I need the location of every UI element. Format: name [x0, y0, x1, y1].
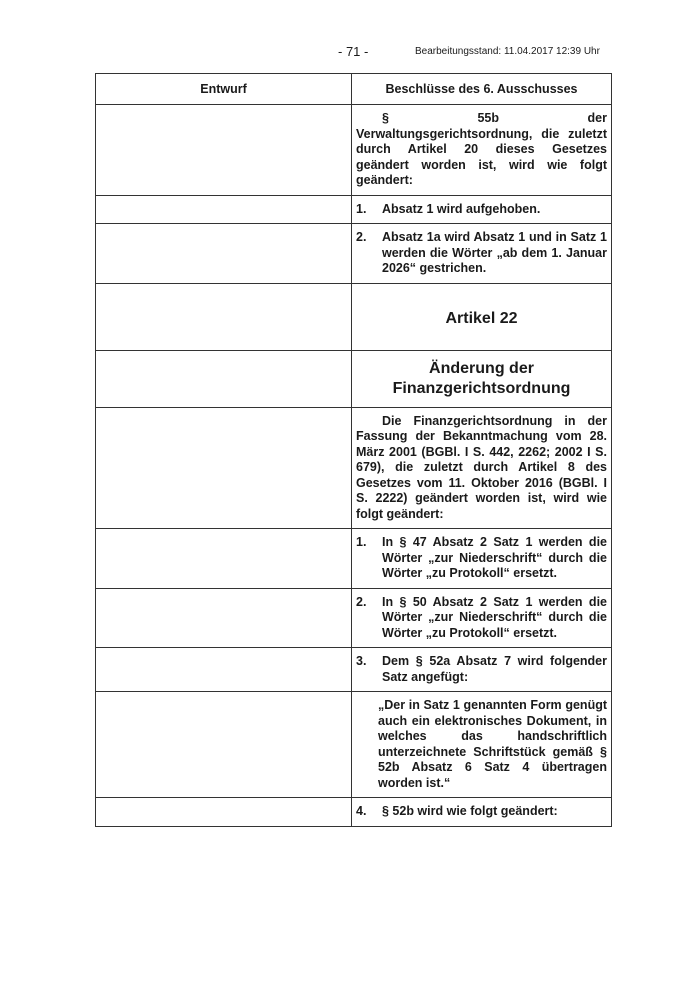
table-row — [96, 692, 612, 798]
list-item — [352, 529, 611, 588]
left-cell — [96, 105, 352, 196]
item-number: 1. — [356, 535, 367, 549]
left-cell — [96, 407, 352, 529]
table-row — [96, 105, 612, 196]
table-row — [96, 224, 612, 284]
left-cell — [96, 692, 352, 798]
synopsis-table — [95, 73, 612, 827]
column-header-entwurf: Entwurf — [96, 74, 352, 105]
item-number: 2. — [356, 594, 367, 609]
table-row — [96, 529, 612, 589]
left-cell — [96, 195, 352, 224]
list-item — [352, 589, 611, 648]
left-cell — [96, 283, 352, 350]
right-cell — [352, 648, 612, 692]
right-cell — [352, 283, 612, 350]
item-number: 1. — [356, 201, 367, 216]
column-header-beschluesse: Beschlüsse des 6. Ausschusses — [352, 74, 612, 105]
right-cell — [352, 350, 612, 407]
left-cell — [96, 529, 352, 589]
item-text: Absatz 1a wird Absatz 1 und in Satz 1 werden die Wörter „ab dem 1. Januar 2026“ gestrichen. — [382, 230, 607, 275]
left-cell — [96, 224, 352, 284]
list-item — [352, 798, 611, 826]
item-text: In § 47 Absatz 2 Satz 1 werden die Wörter „zur Niederschrift“ durch die Wörter „zu Protokoll“ ersetzt. — [382, 535, 607, 580]
right-cell — [352, 195, 612, 224]
table-row — [96, 195, 612, 224]
quoted-sentence: „Der in Satz 1 genannten Form genügt auch ein elektronisches Dokument, in welches das handschriftlich unterzeichnete Schriftstück gemäß § 52b Absatz 6 Satz 4 übertragen worden ist.“ — [378, 698, 607, 790]
right-cell — [352, 692, 612, 798]
right-cell — [352, 224, 612, 284]
item-text: In § 50 Absatz 2 Satz 1 werden die Wörter „zur Niederschrift“ durch die Wörter „zu Protokoll“ ersetzt. — [382, 594, 607, 640]
article-title: Änderung der Finanzgerichtsordnung — [392, 359, 571, 397]
left-cell — [96, 648, 352, 692]
item-text: § 52b wird wie folgt geändert: — [382, 804, 558, 818]
left-cell — [96, 350, 352, 407]
left-cell — [96, 588, 352, 648]
item-number: 2. — [356, 230, 367, 244]
right-cell — [352, 798, 612, 827]
right-cell — [352, 588, 612, 648]
table-row — [96, 350, 612, 407]
article-heading: Artikel 22 — [445, 309, 518, 327]
table-row — [96, 648, 612, 692]
page-number: - 71 - — [338, 44, 369, 59]
intro-paragraph: Die Finanzgerichtsordnung in der Fassung der Bekanntmachung vom 28. März 2001 (BGBl. I S. 442, 2262; 2002 I S. 679), die zuletzt durch Artikel 8 des Gesetzes vom 11. Oktober 2016 (BGBl. I S. 2222) geändert worden ist, wird wie folgt geändert: — [356, 413, 607, 521]
list-item — [352, 224, 611, 283]
right-cell — [352, 407, 612, 529]
left-cell — [96, 798, 352, 827]
item-number: 3. — [356, 654, 367, 668]
edit-status: Bearbeitungsstand: 11.04.2017 12:39 Uhr — [415, 46, 600, 57]
right-cell — [352, 105, 612, 196]
intro-paragraph: § 55b der Verwaltungsgerichtsordnung, die zuletzt durch Artikel 20 dieses Gesetzes geändert worden ist, wird wie folgt geändert: — [356, 111, 607, 187]
list-item — [352, 196, 611, 224]
table-row — [96, 283, 612, 350]
item-text: Absatz 1 wird aufgehoben. — [382, 201, 541, 216]
table-row — [96, 588, 612, 648]
table-row — [96, 798, 612, 827]
right-cell — [352, 529, 612, 589]
item-text: Dem § 52a Absatz 7 wird folgender Satz angefügt: — [382, 654, 607, 684]
list-item — [352, 648, 611, 691]
table-header-row — [96, 74, 612, 105]
page-header — [0, 44, 700, 64]
table-row — [96, 407, 612, 529]
item-number: 4. — [356, 804, 367, 818]
